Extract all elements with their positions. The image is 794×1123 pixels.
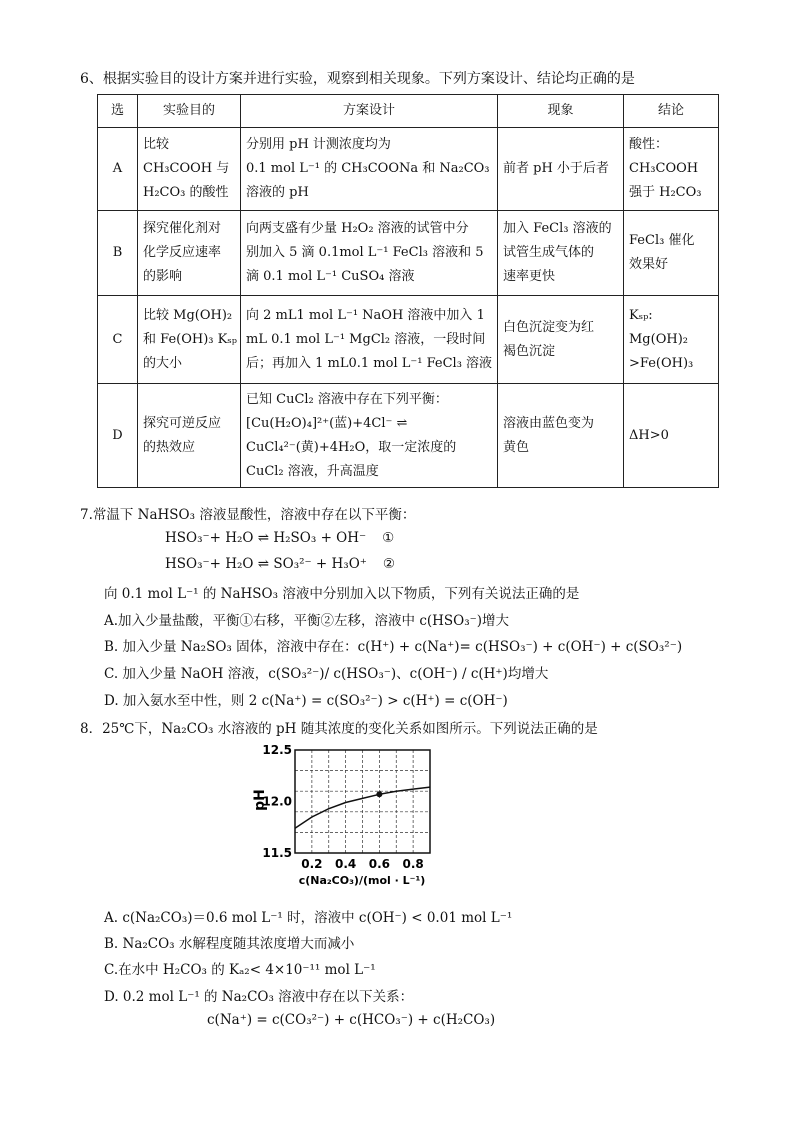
- x-tick-label: 0.6: [368, 857, 391, 871]
- row-option: A: [98, 128, 138, 211]
- q7-equation-1: [165, 530, 394, 546]
- cell-line: Mg(OH)₂: [629, 331, 688, 347]
- q7-option-b: B. 加入少量 Na₂SO₃ 固体，溶液中存在：c(H⁺) + c(Na⁺)= c(HSO₃⁻) + c(OH⁻) + c(SO₃²⁻): [104, 639, 683, 655]
- cell-line: 溶液的 pH: [246, 185, 309, 200]
- x-tick-label: 0.8: [402, 857, 424, 871]
- cell-line: Kₛₚ:: [629, 307, 653, 323]
- cell-line: 的热效应: [143, 439, 196, 455]
- table-row: [98, 296, 719, 384]
- row-phenomenon: [498, 384, 624, 488]
- q8-title: 8．25℃下，Na₂CO₃ 水溶液的 pH 随其浓度的变化关系如图所示。下列说法正确的是: [80, 721, 598, 737]
- x-tick-label: 0.2: [301, 857, 323, 871]
- cell-line: 探究可逆反应: [143, 415, 222, 431]
- cell-line: 前者 pH 小于后者: [503, 161, 609, 176]
- header-option: 选: [98, 95, 138, 128]
- row-design: [241, 384, 498, 488]
- y-tick-label: 12.5: [262, 743, 292, 757]
- cell-line: 化学反应速率: [143, 245, 222, 260]
- cell-line: 的影响: [143, 269, 183, 284]
- table-row: [98, 211, 719, 296]
- q7-option-a: A.加入少量盐酸，平衡①右移，平衡②左移，溶液中 c(HSO₃⁻)增大: [104, 613, 510, 629]
- q7-option-d: D. 加入氨水至中性，则 2 c(Na⁺) = c(SO₃²⁻) > c(H⁺) = c(OH⁻): [104, 693, 508, 709]
- q6-table: [97, 94, 719, 488]
- cell-line: 白色沉淀变为红: [503, 319, 595, 335]
- table-header-row: [98, 95, 719, 128]
- ph-concentration-chart: [250, 742, 450, 892]
- q7-option-c: C. 加入少量 NaOH 溶液，c(SO₃²⁻)/ c(HSO₃⁻)、c(OH⁻) / c(H⁺)均增大: [104, 666, 549, 682]
- q6-title: 6、根据实验目的设计方案并进行实验，观察到相关现象。下列方案设计、结论均正确的是: [80, 71, 635, 87]
- cell-line: CH₃COOH: [629, 161, 699, 176]
- cell-line: 的大小: [143, 355, 183, 371]
- q7-title: 7.常温下 NaHSO₃ 溶液显酸性，溶液中存在以下平衡：: [80, 507, 416, 523]
- cell-line: 别加入 5 滴 0.1mol L⁻¹ FeCl₃ 溶液和 5: [246, 245, 484, 260]
- row-conclusion: [624, 296, 719, 384]
- row-option: D: [98, 384, 138, 488]
- equation-number: ②: [382, 556, 396, 572]
- cell-line: 0.1 mol L⁻¹ 的 CH₃COONa 和 Na₂CO₃: [246, 161, 490, 176]
- row-design: [241, 211, 498, 296]
- row-phenomenon: [498, 128, 624, 211]
- row-purpose: [138, 211, 241, 296]
- cell-line: 和 Fe(OH)₃ Kₛₚ: [143, 331, 237, 347]
- header-purpose: 实验目的: [138, 95, 241, 128]
- row-conclusion: [624, 211, 719, 296]
- cell-line: 已知 CuCl₂ 溶液中存在下列平衡：: [246, 391, 448, 407]
- row-purpose: [138, 384, 241, 488]
- cell-line: 探究催化剂对: [143, 221, 222, 236]
- cell-line: CH₃COOH 与: [143, 161, 230, 176]
- cell-line: 强于 H₂CO₃: [629, 185, 702, 200]
- cell-line: 酸性：: [629, 137, 669, 152]
- equation-number: ①: [382, 530, 395, 546]
- row-conclusion: [624, 128, 719, 211]
- cell-line: CuCl₂ 溶液，升高温度: [246, 463, 379, 479]
- q8-option-c: C.在水中 H₂CO₃ 的 Kₐ₂< 4×10⁻¹¹ mol L⁻¹: [104, 962, 376, 978]
- cell-line: >Fe(OH)₃: [629, 355, 694, 371]
- row-option: B: [98, 211, 138, 296]
- cell-line: mL 0.1 mol L⁻¹ MgCl₂ 溶液，一段时间: [246, 331, 486, 347]
- q8-option-a: A. c(Na₂CO₃)＝0.6 mol L⁻¹ 时，溶液中 c(OH⁻) < 0.01 mol L⁻¹: [104, 910, 513, 926]
- row-purpose: [138, 128, 241, 211]
- cell-line: H₂CO₃ 的酸性: [143, 185, 229, 200]
- q8-option-b: B. Na₂CO₃ 水解程度随其浓度增大而减小: [104, 936, 355, 952]
- row-option: C: [98, 296, 138, 384]
- q7-equation-2: [165, 556, 395, 572]
- table-row: [98, 128, 719, 211]
- marked-point: [376, 791, 382, 797]
- x-tick-labels: [301, 857, 424, 871]
- cell-line: 比较 Mg(OH)₂: [143, 307, 233, 323]
- equation-text: HSO₃⁻+ H₂O ⇌ H₂SO₃ + OH⁻: [165, 530, 367, 546]
- y-axis-label: pH: [252, 789, 268, 811]
- cell-line: 溶液由蓝色变为: [503, 415, 595, 431]
- q7-stem: 向 0.1 mol L⁻¹ 的 NaHSO₃ 溶液中分别加入以下物质，下列有关说法正确的是: [104, 586, 580, 602]
- cell-line: FeCl₃ 催化: [629, 233, 695, 248]
- q8-option-d: D. 0.2 mol L⁻¹ 的 Na₂CO₃ 溶液中存在以下关系：: [104, 989, 414, 1005]
- x-axis-label: c(Na₂CO₃)/(mol · L⁻¹): [298, 874, 426, 887]
- header-conclusion: 结论: [624, 95, 719, 128]
- cell-line: 试管生成气体的: [503, 245, 595, 260]
- table-row: [98, 384, 719, 488]
- row-phenomenon: [498, 211, 624, 296]
- cell-line: 效果好: [629, 257, 669, 272]
- cell-line: [Cu(H₂O)₄]²⁺(蓝)+4Cl⁻ ⇌: [246, 415, 408, 431]
- cell-line: 比较: [143, 137, 170, 152]
- q8-option-d-formula: c(Na⁺) = c(CO₃²⁻) + c(HCO₃⁻) + c(H₂CO₃): [207, 1012, 496, 1028]
- y-tick-label: 12.0: [262, 794, 292, 809]
- header-design: 方案设计: [241, 95, 498, 128]
- cell-line: CuCl₄²⁻(黄)+4H₂O，取一定浓度的: [246, 439, 457, 455]
- cell-line: 速率更快: [503, 269, 556, 284]
- row-purpose: [138, 296, 241, 384]
- row-design: [241, 296, 498, 384]
- header-phenomenon: 现象: [498, 95, 624, 128]
- y-tick-label: 11.5: [262, 846, 292, 860]
- cell-line: ΔH>0: [629, 427, 669, 443]
- cell-line: 分别用 pH 计测浓度均为: [246, 137, 391, 152]
- cell-line: 后；再加入 1 mL0.1 mol L⁻¹ FeCl₃ 溶液: [246, 355, 493, 371]
- x-tick-label: 0.4: [334, 857, 357, 871]
- cell-line: 滴 0.1 mol L⁻¹ CuSO₄ 溶液: [246, 269, 415, 284]
- row-phenomenon: [498, 296, 624, 384]
- chart-grid: [295, 750, 430, 853]
- cell-line: 褐色沉淀: [503, 343, 556, 359]
- row-design: [241, 128, 498, 211]
- cell-line: 加入 FeCl₃ 溶液的: [503, 221, 612, 236]
- equation-text: HSO₃⁻+ H₂O ⇌ SO₃²⁻ + H₃O⁺: [165, 556, 367, 572]
- row-conclusion: [624, 384, 719, 488]
- cell-line: 黄色: [503, 439, 530, 455]
- cell-line: 向 2 mL1 mol L⁻¹ NaOH 溶液中加入 1: [246, 307, 485, 323]
- cell-line: 向两支盛有少量 H₂O₂ 溶液的试管中分: [246, 221, 469, 236]
